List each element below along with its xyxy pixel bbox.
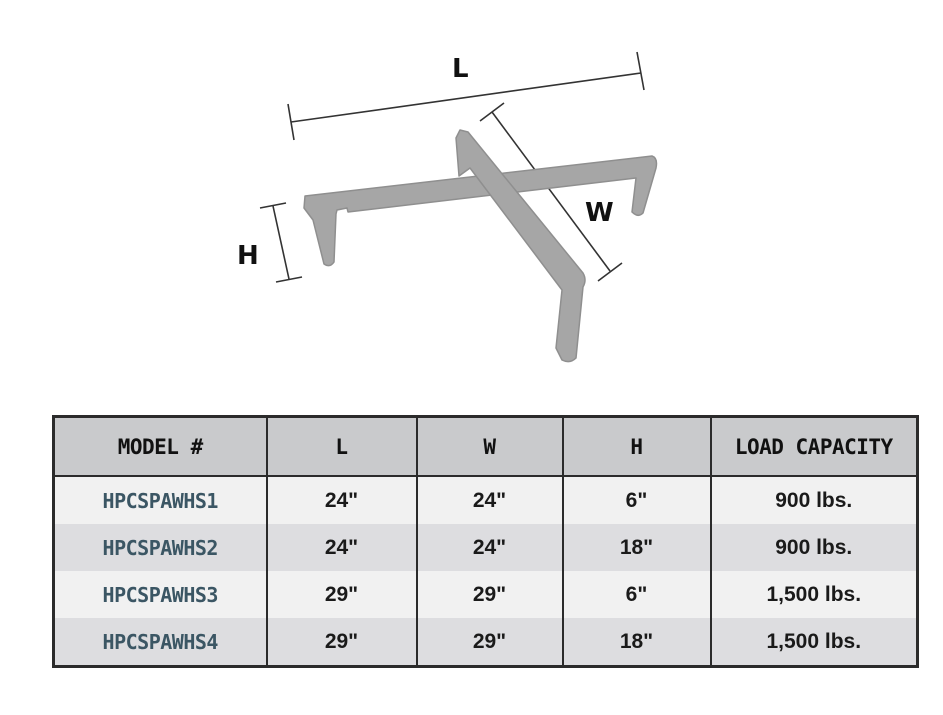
model-cell: HPCSPAWHS3 (54, 571, 267, 618)
length-label: L (452, 54, 469, 84)
height-cell: 18" (563, 618, 711, 667)
bracket-shape (304, 130, 657, 362)
length-cell: 29" (267, 571, 417, 618)
load-cell: 900 lbs. (711, 524, 918, 571)
length-cell: 29" (267, 618, 417, 667)
table-row (54, 524, 918, 571)
height-dimension-line (260, 203, 302, 282)
load-cell: 1,500 lbs. (711, 571, 918, 618)
width-cell: 24" (417, 524, 563, 571)
load-cell: 900 lbs. (711, 476, 918, 524)
model-cell: HPCSPAWHS4 (54, 618, 267, 667)
table-row (54, 571, 918, 618)
height-cell: 6" (563, 476, 711, 524)
length-cell: 24" (267, 524, 417, 571)
header-load-capacity: LOAD CAPACITY (711, 417, 918, 477)
header-height: H (563, 417, 711, 477)
header-length: L (267, 417, 417, 477)
table-row (54, 476, 918, 524)
table-row (54, 618, 918, 667)
width-cell: 29" (417, 571, 563, 618)
header-model: MODEL # (54, 417, 267, 477)
width-cell: 29" (417, 618, 563, 667)
spec-table (52, 415, 919, 668)
model-cell: HPCSPAWHS2 (54, 524, 267, 571)
width-cell: 24" (417, 476, 563, 524)
load-cell: 1,500 lbs. (711, 618, 918, 667)
table-header-row (54, 417, 918, 477)
width-label: W (585, 198, 614, 228)
header-width: W (417, 417, 563, 477)
height-cell: 6" (563, 571, 711, 618)
model-cell: HPCSPAWHS1 (54, 476, 267, 524)
height-label: H (237, 241, 259, 271)
length-cell: 24" (267, 476, 417, 524)
height-cell: 18" (563, 524, 711, 571)
